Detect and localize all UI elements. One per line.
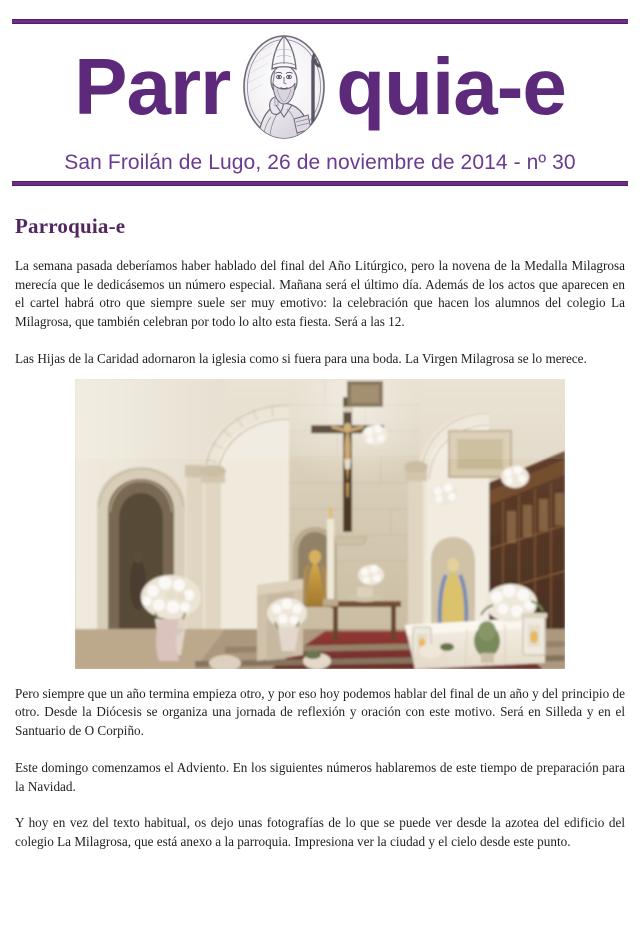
wordmark-right: quia-e [336, 41, 566, 131]
paragraph-2: Las Hijas de la Caridad adornaron la iglesia como si fuera para una boda. La Virgen Milagrosa se lo merece. [15, 350, 587, 366]
church-interior-photo [75, 379, 565, 669]
paragraph-3: Pero siempre que un año termina empieza otro, y por eso hoy podemos hablar del final de un año y del principio de otro. Desde la Diócesis se organiza una jornada de reflexión y oración con este motivo. Será en Silleda y en el Santuario de O Corpiño. [15, 685, 625, 739]
article [12, 214, 628, 852]
masthead-bottom-rule [12, 181, 628, 186]
masthead [12, 24, 628, 149]
dateline: San Froilán de Lugo, 26 de noviembre de 2014 - nº 30 [64, 151, 576, 174]
wordmark-left: Parr [74, 41, 231, 131]
newsletter-page [0, 19, 640, 942]
paragraph-5: Y hoy en vez del texto habitual, os dejo unas fotografías de lo que se puede ver desde la azotea del edificio del colegio La Milagrosa, que está anexo a la parroquia. Impresiona ver la ciudad y el cielo desde este punto. [15, 815, 625, 850]
article-title: Parroquia-e [15, 214, 126, 238]
bishop-medallion-icon [232, 27, 336, 147]
photo-wrap [15, 379, 625, 669]
paragraph-1: La semana pasada deberíamos haber hablado del final del Año Litúrgico, pero la novena de la Medalla Milagrosa merecía que le dedicásemos un número especial. Mañana será el último día. Además de los actos que aparecen en el cartel habrá otro que siempre suele ser muy emotivo: la celebración que hacen los alumnos del colegio La Milagrosa, que también celebran por todo lo alto esta fiesta. Será a las 12. [15, 258, 625, 330]
paragraph-4: Este domingo comenzamos el Adviento. En los siguientes números hablaremos de este tiempo de preparación para la Navidad. [15, 759, 625, 794]
